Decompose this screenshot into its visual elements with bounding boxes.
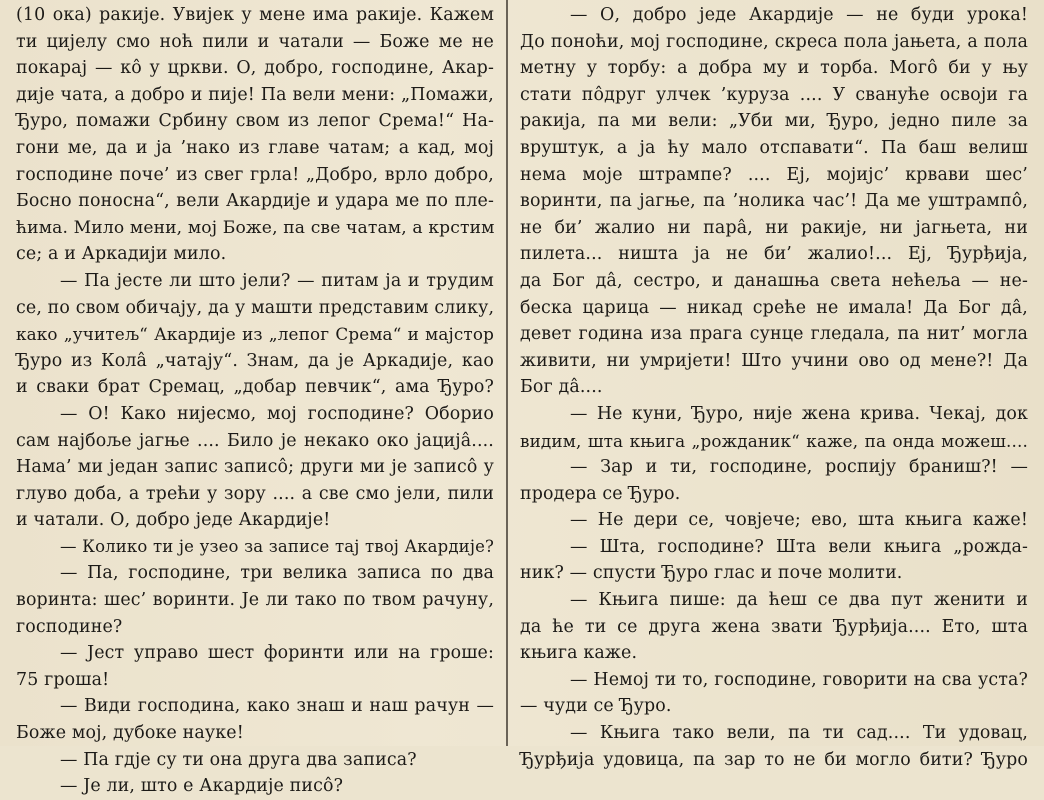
text-line: — Књига тако вели, па ти сад.... Ти удовац, xyxy=(570,723,1028,744)
text-line: (10 ока) ракије. Увијек у мене има ракије. Кажем xyxy=(16,5,494,25)
text-line: Ђуро из Колâ „чатају“. Знам, да је Аркадије, као xyxy=(16,350,494,371)
text-line: — Па, господине, три велика записа по два xyxy=(60,563,494,584)
text-line: воринта: шес’ воринти. Је ли тако по твом рачуну, xyxy=(16,590,494,611)
text-line: — Немој ти то, господине, говорити на сва уста? xyxy=(570,669,1028,690)
text-line: гони ме, да и ја ’нако из главе чатам; а кад, мој xyxy=(16,137,494,158)
text-line: — Шта, господине? Шта вели књига „рожда- xyxy=(570,536,1028,557)
text-line: — Па јесте ли што јели? — питам ја и трудим xyxy=(60,270,494,291)
text-line: пилета... ништа ја не би’ жалио!... Еј, Ђурђија, xyxy=(520,244,1028,265)
text-line: нема моје штрампе? .... Еј, мојијс’ крвави шес’ xyxy=(520,164,1028,185)
text-line: књига каже. xyxy=(520,643,638,664)
text-line: — Зар и ти, господине, роспију браниш?! — xyxy=(570,457,1028,478)
text-line: Ђуро, помажи Србину свом из лепог Срема!“ На- xyxy=(16,111,494,132)
text-line: господине? xyxy=(16,616,123,637)
left-column xyxy=(16,2,495,797)
text-line: — Јест управо шест форинти или на гроше: xyxy=(60,643,494,664)
text-line: глуво доба, а трећи у зору .... а све смо јели, пили xyxy=(16,483,494,504)
text-line: се; а и Аркадији мило. xyxy=(16,244,227,265)
text-line: воринти, па јагње, па ’нолика час’! Да ме уштрампô, xyxy=(520,191,1028,212)
text-line: Ђурђија удовица, па зар то не би могло бити? Ђуро xyxy=(520,749,1028,770)
text-line: 75 гроша! xyxy=(16,669,110,690)
text-line: видим, шта књига „рожданик“ каже, па онда можеш.... xyxy=(520,430,1028,451)
text-line: дије чата, а добро и пије! Па вели мени: „Помажи, xyxy=(16,84,494,105)
text-line: — Па гдје су ти она друга два записа? xyxy=(60,749,417,770)
text-line: — Види господина, како знаш и наш рачун — xyxy=(60,696,494,717)
column-divider xyxy=(506,0,508,746)
text-line: — Је ли, што е Акардије писô? xyxy=(60,776,344,797)
text-line: вруштук, а ја ћу мало отспавати“. Па баш велиш xyxy=(520,137,1028,158)
text-line: — чуди се Ђуро. xyxy=(520,696,672,717)
text-line: господине поче’ из свег грла! „Добро, врло добро, xyxy=(16,164,494,185)
text-line: — О! Како нијесмо, мој господине? Оборио xyxy=(60,403,494,424)
text-line: да Бог дâ, сестро, и данашња света нећеља — не- xyxy=(520,270,1028,291)
text-line: не би’ жалио ни парâ, ни ракије, ни јагњета, ни xyxy=(520,217,1028,238)
text-line: метну у торбу: а добра му и торба. Могô би у њу xyxy=(520,58,1028,79)
text-line: — О, добро једе Акардије — не буди урока! xyxy=(570,5,1028,25)
text-line: Бог дâ.... xyxy=(520,377,603,398)
text-line: да ће ти се друга жена звати Ђурђија.... Ето, шта xyxy=(520,616,1028,637)
text-line: Босно поносна“, вели Акардије и удара ме по пле- xyxy=(16,191,494,212)
text-line: како „учитељ“ Акардије из „лепог Срема“ и мајстор xyxy=(16,324,494,345)
text-line: ник? — спусти Ђуро глас и поче молити. xyxy=(520,563,903,584)
text-line: покарај — кô у цркви. О, добро, господине, Акар- xyxy=(16,58,494,79)
text-line: стати пôдруг улчек ’куруза .... У свануће освоји га xyxy=(520,84,1028,105)
text-line: ти цијелу смо ноћ пили и чатали — Боже ме не xyxy=(16,31,494,52)
right-column xyxy=(520,2,1028,770)
text-line: — Не куни, Ђуро, није жена крива. Чекај, док xyxy=(570,403,1028,424)
text-line: беска царица — никад среће не имала! Да Бог дâ, xyxy=(520,297,1028,318)
text-line: и сваки брат Сремац, „добар певчик“, ама Ђуро? xyxy=(16,377,494,398)
text-line: и чатали. О, добро једе Акардије! xyxy=(16,510,331,531)
text-line: се, по свом обичају, да у машти представим слику, xyxy=(16,297,495,318)
text-line: ракија, па ми вели: „Уби ми, Ђуро, једно пиле за xyxy=(520,111,1028,132)
text-line: продера се Ђуро. xyxy=(520,483,681,504)
text-line: девет година иза прага сунце гледала, па нит’ могла xyxy=(520,324,1028,345)
text-line: сам најбоље јагње .... Било је некако око јацијâ.... xyxy=(16,430,494,451)
text-line: Боже мој, дубоке науке! xyxy=(16,723,244,744)
text-line: — Колико ти је узео за записе тај твој Акардије? xyxy=(60,536,494,556)
text-line: Нама’ ми један запис записô; други ми је записô у xyxy=(16,457,494,478)
text-line: — Књига пише: да ћеш се два пут женити и xyxy=(570,590,1028,611)
text-line: ћима. Мило мени, мој Боже, па све чатам, а крстим xyxy=(16,217,495,238)
text-line: — Не дери се, човјече; ево, шта књига каже! xyxy=(570,510,1028,531)
text-line: До поноћи, мој господине, скреса пола јањета, а пола xyxy=(520,31,1028,52)
text-line: живити, ни умријети! Што учини ово од мене?! Да xyxy=(520,350,1028,371)
